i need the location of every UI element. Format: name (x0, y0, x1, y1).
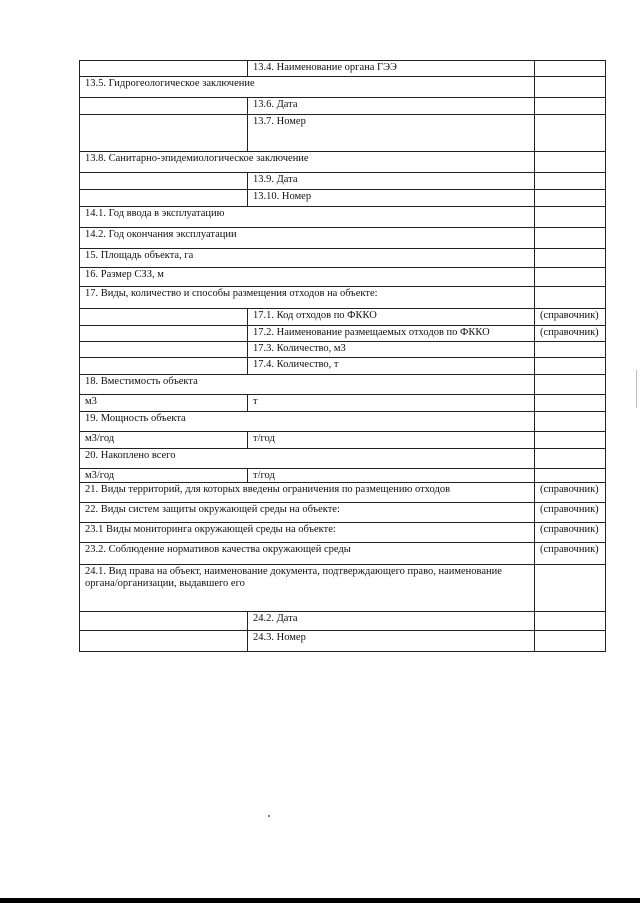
table-cell (80, 190, 248, 207)
table-cell (535, 358, 606, 375)
table-row (80, 342, 606, 358)
table-row (80, 503, 606, 523)
table-cell (535, 449, 606, 469)
table-cell: 23.1 Виды мониторинга окружающей среды на объекте: (80, 523, 535, 543)
table-cell (80, 309, 248, 326)
table-cell (535, 228, 606, 249)
table-row (80, 152, 606, 173)
table-row (80, 115, 606, 152)
table-row (80, 326, 606, 342)
table-row (80, 523, 606, 543)
table-row (80, 268, 606, 287)
table-cell: 17.4. Количество, т (248, 358, 535, 375)
table-row (80, 77, 606, 98)
table-row (80, 612, 606, 631)
table-cell: (справочник) (535, 309, 606, 326)
table-row (80, 228, 606, 249)
table-cell: 17.1. Код отходов по ФККО (248, 309, 535, 326)
table-cell: 13.9. Дата (248, 173, 535, 190)
table-cell (535, 249, 606, 268)
table-cell (535, 469, 606, 483)
table-cell (80, 631, 248, 652)
table-cell (535, 565, 606, 612)
table-cell: 19. Мощность объекта (80, 412, 535, 432)
table-row (80, 287, 606, 309)
table-cell (535, 61, 606, 77)
table-cell: 21. Виды территорий, для которых введены ограничения по размещению отходов (80, 483, 535, 503)
table-cell (535, 207, 606, 228)
table-cell (535, 432, 606, 449)
table-cell: т (248, 395, 535, 412)
table-cell: 14.2. Год окончания эксплуатации (80, 228, 535, 249)
table-cell (535, 115, 606, 152)
table-cell (80, 61, 248, 77)
table-cell (80, 326, 248, 342)
scan-speck (268, 815, 270, 817)
table-cell: 17.2. Наименование размещаемых отходов по ФККО (248, 326, 535, 342)
table-row (80, 412, 606, 432)
table-cell (535, 268, 606, 287)
table-cell: 13.8. Санитарно-эпидемиологическое заключение (80, 152, 535, 173)
table-row (80, 432, 606, 449)
table-cell: 15. Площадь объекта, га (80, 249, 535, 268)
table-cell: (справочник) (535, 326, 606, 342)
table-cell: 24.1. Вид права на объект, наименование документа, подтверждающего право, наименование органа/организации, выдавшего его (80, 565, 535, 612)
table-row (80, 395, 606, 412)
table-row (80, 207, 606, 228)
registry-form-table (79, 60, 606, 652)
table-cell: 17. Виды, количество и способы размещения отходов на объекте: (80, 287, 535, 309)
table-cell: т/год (248, 469, 535, 483)
table-row (80, 483, 606, 503)
table-cell (535, 342, 606, 358)
table-cell: 13.7. Номер (248, 115, 535, 152)
table-cell: 14.1. Год ввода в эксплуатацию (80, 207, 535, 228)
table-cell (535, 173, 606, 190)
table-cell (535, 375, 606, 395)
table-cell: (справочник) (535, 523, 606, 543)
table-row (80, 565, 606, 612)
table-cell: 16. Размер СЗЗ, м (80, 268, 535, 287)
table-cell (80, 173, 248, 190)
table-cell (535, 395, 606, 412)
table-cell: м3/год (80, 432, 248, 449)
table-row (80, 98, 606, 115)
table-cell: 24.2. Дата (248, 612, 535, 631)
table-cell (535, 77, 606, 98)
table-cell (80, 115, 248, 152)
table-cell (80, 342, 248, 358)
table-cell (80, 98, 248, 115)
table-row (80, 543, 606, 565)
table-cell: (справочник) (535, 483, 606, 503)
table-row (80, 469, 606, 483)
table-cell (80, 612, 248, 631)
table-cell (535, 412, 606, 432)
table-cell: 13.6. Дата (248, 98, 535, 115)
table-row (80, 249, 606, 268)
table-cell: 17.3. Количество, м3 (248, 342, 535, 358)
table-cell (535, 190, 606, 207)
table-cell: 24.3. Номер (248, 631, 535, 652)
table-cell: 18. Вместимость объекта (80, 375, 535, 395)
table-cell: 23.2. Соблюдение нормативов качества окружающей среды (80, 543, 535, 565)
table-cell: 13.5. Гидрогеологическое заключение (80, 77, 535, 98)
table-row (80, 173, 606, 190)
table-cell: 22. Виды систем защиты окружающей среды на объекте: (80, 503, 535, 523)
table-row (80, 449, 606, 469)
table-cell: 13.10. Номер (248, 190, 535, 207)
table-cell: т/год (248, 432, 535, 449)
table-cell (535, 152, 606, 173)
table-cell (535, 612, 606, 631)
table-cell (535, 98, 606, 115)
table-row (80, 631, 606, 652)
table-cell (80, 358, 248, 375)
scan-bottom-edge (0, 898, 640, 903)
table-row (80, 358, 606, 375)
table-cell: 20. Накоплено всего (80, 449, 535, 469)
table-row (80, 190, 606, 207)
table-row (80, 375, 606, 395)
table-cell: (справочник) (535, 503, 606, 523)
table-cell: м3 (80, 395, 248, 412)
scan-edge-mark (636, 370, 637, 408)
table-cell: 13.4. Наименование органа ГЭЭ (248, 61, 535, 77)
table-row (80, 309, 606, 326)
table-cell (535, 287, 606, 309)
table-cell: (справочник) (535, 543, 606, 565)
table-row (80, 61, 606, 77)
table-cell (535, 631, 606, 652)
table-cell: м3/год (80, 469, 248, 483)
